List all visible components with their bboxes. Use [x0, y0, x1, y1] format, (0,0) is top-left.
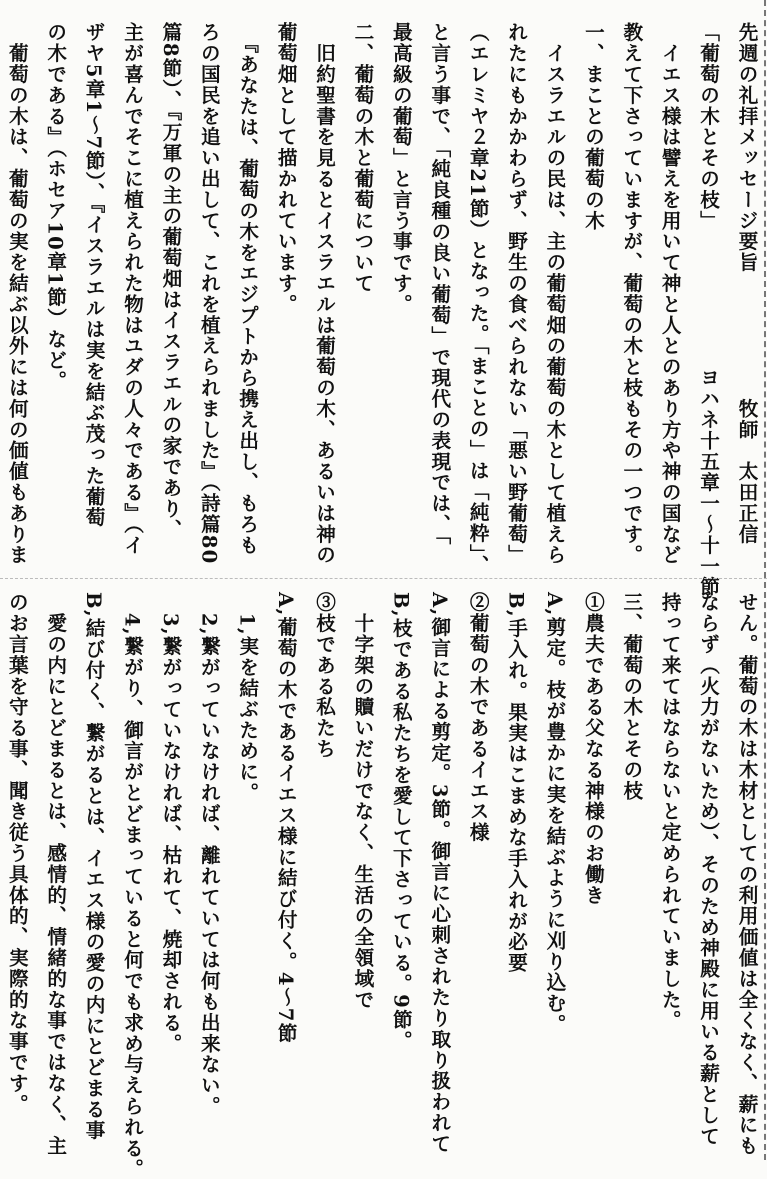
subheading: ③枝である私たち [312, 592, 336, 760]
text-line: ろの国民を追い出して、これを植えられました』（詩篇80 [197, 22, 221, 565]
text-line: A,御言による剪定。3節。御言に心刺されたり取り扱われて [427, 592, 451, 1155]
text-line: 2,繋がっていなければ、離れていては何も出来ない。 [197, 592, 221, 1117]
text-line: イスラエルの民は、主の葡萄畑の葡萄の木として植えら [542, 22, 566, 566]
sermon-summary-upper [0, 22, 765, 598]
text-line: 葡萄の木は、葡萄の実を結ぶ以外には何の価値もありま [5, 22, 29, 566]
text-line: A,剪定。枝が豊かに実を結ぶように刈り込む。 [542, 592, 566, 1035]
section-divider [0, 578, 767, 579]
section-heading: 二、葡萄の木と葡萄について [350, 22, 374, 294]
text-line: B,結び付く、繋がるとは、イエス様の愛の内にとどまる事 [82, 592, 106, 1141]
section-heading: 三、葡萄の木とその枝 [619, 592, 643, 801]
section-heading: 一、まことの葡萄の木 [581, 22, 605, 231]
text-line: 旧約聖書を見るとイスラエルは葡萄の木、あるいは神の [312, 22, 336, 566]
text-line: 十字架の贖いだけでなく、生活の全領域で [350, 592, 374, 1010]
text-line: と言う事で、「純良種の良い葡萄」で現代の表現では、「 [427, 22, 451, 546]
sermon-title-line: 「葡萄の木とその枝」 ヨハネ十五章一〜十一節 [696, 22, 720, 598]
text-line: ザヤ5章1〜7節）、『イスラエルは実を結ぶ茂った葡萄 [82, 22, 106, 528]
text-line: B,手入れ。果実はこまめな手入れが必要 [504, 592, 528, 974]
text-line: 4,繋がり、御言がとどまっていると何でも求め与えられる。 [120, 592, 144, 1179]
text-line: の木である』（ホセア10章1節）など。 [43, 22, 67, 392]
text-line: 篇8節）、『万軍の主の葡萄畑はイスラエルの家であり、 [158, 22, 182, 540]
text-line: せん。葡萄の木は木材としての利用価値は全くなく、薪にも [735, 592, 758, 1157]
text-line: B,枝である私たちを愛して下さっている。9節。 [389, 592, 413, 1051]
text-line: のお言葉を守る事、聞き従う具体的、実際的な事です。 [5, 592, 29, 1115]
text-line: 持って来てはならないと定められていました。 [658, 592, 682, 1031]
text-line: 1,実を結ぶために。 [235, 592, 259, 804]
text-line: 最高級の葡萄」と言う事です。 [389, 22, 413, 315]
text-line: （エレミヤ２章21節）となった。「まことの」は「純粋」、 [466, 22, 490, 576]
text-line: イエス様は譬えを用いて神と人とのあり方や神の国など [658, 22, 682, 566]
subheading: ②葡萄の木であるイエス様 [466, 592, 490, 843]
text-line: 教えて下さっていますが、葡萄の木と枝もその一つです。 [619, 22, 643, 566]
text-line: ならず（火力がないため）、そのため神殿に用いる薪として [696, 592, 720, 1147]
text-line: 主が喜んでそこに植えられた物はユダの人々である』（イ [120, 22, 144, 556]
header-line: 先週の礼拝メッセージ要旨 牧師 太田正信 [735, 22, 758, 545]
text-line: 愛の内にとどまるとは、感情的、情緒的な事ではなく、主 [43, 592, 67, 1157]
text-line: 3,繋がっていなければ、枯れて、焼却される。 [158, 592, 182, 1054]
text-line: A,葡萄の木であるイエス様に結び付く。4〜7節 [274, 592, 298, 1044]
text-line: 葡萄畑として描かれています。 [274, 22, 298, 315]
sermon-summary-lower [0, 592, 765, 1179]
text-line: れたにもかかわらず、野生の食べられない「悪い野葡萄」 [504, 22, 528, 566]
text-line: 『あなたは、葡萄の木をエジプトから携え出し、もろも [235, 22, 259, 556]
subheading: ①農夫である父なる神様のお働き [581, 592, 605, 906]
